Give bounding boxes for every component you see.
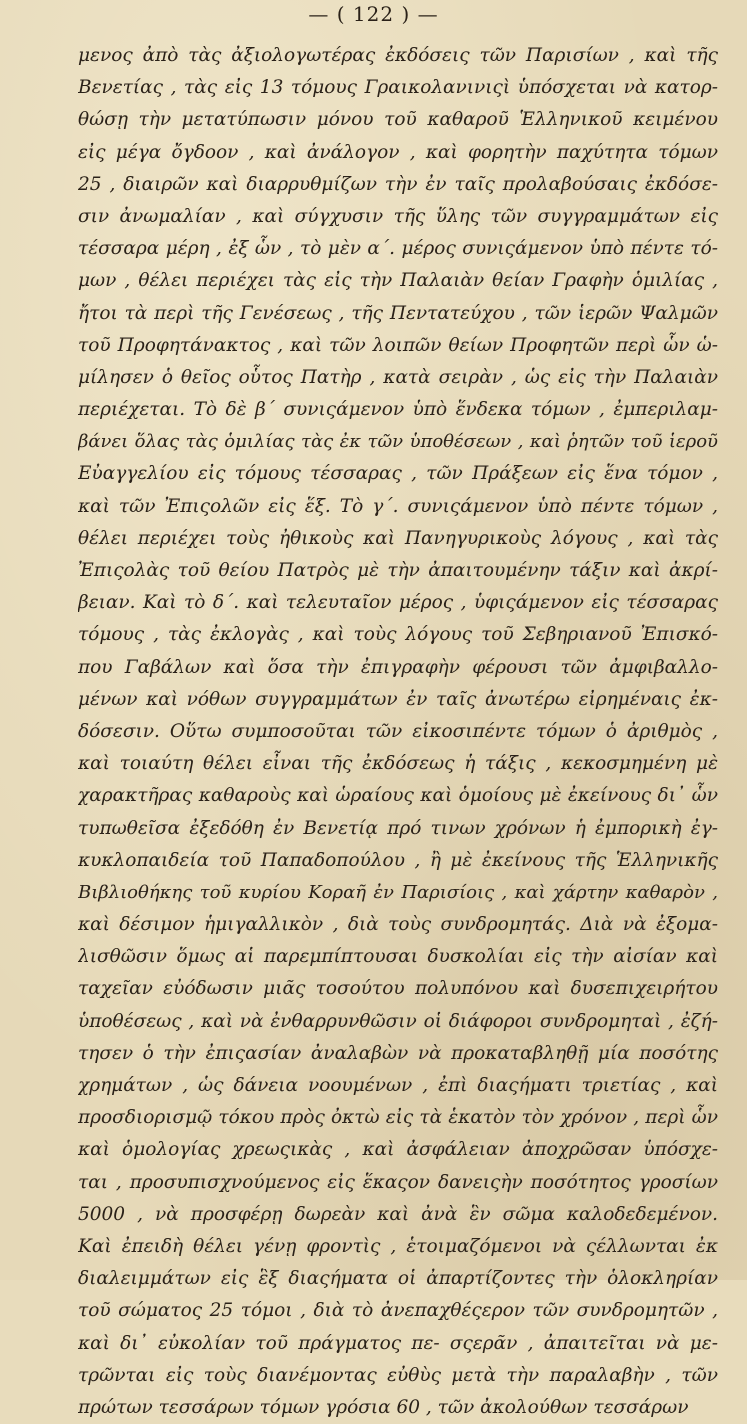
text-line: τέσσαρα μέρη , ἐξ ὧν , τὸ μὲν α΄. μέρος συνιςάμενον ὑπὸ πέντε τό-: [78, 238, 718, 260]
text-line: βειαν. Καὶ τὸ δ΄. καὶ τελευταῖον μέρος , ὑφιςάμενον εἰς τέσσαρας: [78, 592, 718, 614]
text-line: τοῦ σώματος 25 τόμοι , διὰ τὸ ἀνεπαχθέςερον τῶν συνδρομητῶν ,: [78, 1300, 718, 1322]
text-line: καὶ δι᾽ εὐκολίαν τοῦ πράγματος πε- σςερᾶν , ἀπαιτεῖται νὰ με-: [78, 1332, 718, 1354]
text-line: Βενετίας , τὰς εἰς 13 τόμους Γραικολανινιςὶ ὑπόσχεται νὰ κατορ-: [78, 77, 718, 99]
page-number-header: — ( 122 ) —: [308, 2, 439, 26]
text-line: σιν ἀνωμαλίαν , καὶ σύγχυσιν τῆς ὕλης τῶν συγγραμμάτων εἰς: [78, 205, 718, 227]
text-line: που Γαβάλων καὶ ὅσα τὴν ἐπιγραφὴν φέρουσι τῶν ἀμφιβαλλο-: [78, 656, 718, 678]
text-line: βάνει ὅλας τὰς ὁμιλίας τὰς ἐκ τῶν ὑποθέσεων , καὶ ῥητῶν τοῦ ἱεροῦ: [78, 431, 718, 453]
text-line: ται , προσυπισχνούμενος εἰς ἕκαςον δανειςὴν ποσότητος γροσίων: [78, 1171, 718, 1193]
text-line: Βιβλιοθήκης τοῦ κυρίου Κοραῆ ἐν Παρισίοις , καὶ χάρτην καθαρὸν ,: [78, 881, 718, 903]
text-line: καὶ τῶν Ἐπιςολῶν εἰς ἕξ. Τὸ γ΄. συνιςάμενον ὑπὸ πέντε τόμων ,: [78, 495, 718, 517]
text-line: τρῶνται εἰς τοὺς διανέμοντας εὐθὺς μετὰ τὴν παραλαβὴν , τῶν: [78, 1364, 718, 1386]
text-line: μίλησεν ὁ θεῖος οὗτος Πατὴρ , κατὰ σειρὰν , ὡς εἰς τὴν Παλαιὰν: [78, 366, 718, 388]
text-line: καὶ ὁμολογίας χρεωςικὰς , καὶ ἀσφάλειαν ἀποχρῶσαν ὑπόσχε-: [78, 1139, 718, 1161]
text-line: κυκλοπαιδεία τοῦ Παπαδοπούλου , ἢ μὲ ἐκείνους τῆς Ἑλληνικῆς: [78, 849, 718, 871]
text-line: λισθῶσιν ὅμως αἱ παρεμπίπτουσαι δυσκολίαι εἰς τὴν αἰσίαν καὶ: [78, 946, 718, 968]
text-line: θώσῃ τὴν μετατύπωσιν μόνου τοῦ καθαροῦ Ἑλληνικοῦ κειμένου: [78, 109, 718, 131]
text-line: Ἐπιςολὰς τοῦ θείου Πατρὸς μὲ τὴν ἀπαιτουμένην τάξιν καὶ ἀκρί-: [78, 560, 718, 581]
text-line: χαρακτῆρας καθαροὺς καὶ ὡραίους καὶ ὁμοίους μὲ ἐκείνους δι᾽ ὧν: [78, 785, 718, 807]
text-line: θέλει περιέχει τοὺς ἠθικοὺς καὶ Πανηγυρικοὺς λόγους , καὶ τὰς: [78, 527, 718, 549]
text-line: τυπωθεῖσα ἐξεδόθη ἐν Βενετίᾳ πρό τινων χρόνων ἡ ἐμπορικὴ ἐγ-: [78, 817, 718, 839]
text-line: τόμους , τὰς ἐκλογὰς , καὶ τοὺς λόγους τοῦ Σεβηριανοῦ Ἐπισκό-: [78, 624, 718, 646]
text-line: ὑποθέσεως , καὶ νὰ ἐνθαρρυνθῶσιν οἱ διάφοροι συνδρομηταὶ , ἐζή-: [78, 1010, 718, 1032]
text-line: ἤτοι τὰ περὶ τῆς Γενέσεως , τῆς Πεντατεύχου , τῶν ἱερῶν Ψαλμῶν: [78, 302, 718, 324]
text-line: 25 , διαιρῶν καὶ διαρρυθμίζων τὴν ἐν ταῖς προλαβούσαις ἐκδόσε-: [78, 173, 718, 195]
text-line: χρημάτων , ὡς δάνεια νοουμένων , ἐπὶ διαςήματι τριετίας , καὶ: [78, 1075, 718, 1096]
text-line: πρώτων τεσσάρων τόμων γρόσια 60 , τῶν ἀκολούθων τεσσάρων: [78, 1396, 689, 1418]
text-line: Καὶ ἐπειδὴ θέλει γένῃ φροντὶς , ἑτοιμαζόμενοι νὰ ςέλλωνται ἐκ: [78, 1235, 718, 1257]
text-line: μενος ἀπὸ τὰς ἀξιολογωτέρας ἐκδόσεις τῶν Παρισίων , καὶ τῆς: [78, 45, 718, 66]
text-line: δόσεσιν. Οὕτω συμποσοῦται τῶν εἰκοσιπέντε τόμων ὁ ἀριθμὸς ,: [78, 720, 718, 742]
text-line: περιέχεται. Τὸ δὲ β΄ συνιςάμενον ὑπὸ ἕνδεκα τόμων , ἐμπεριλαμ-: [78, 399, 718, 421]
text-line: μων , θέλει περιέχει τὰς εἰς τὴν Παλαιὰν θείαν Γραφὴν ὁμιλίας ,: [78, 270, 718, 292]
text-line: εἰς μέγα ὄγδοον , καὶ ἀνάλογον , καὶ φορητὴν παχύτητα τόμων: [78, 141, 718, 163]
text-line: καὶ τοιαύτη θέλει εἶναι τῆς ἐκδόσεως ἡ τάξις , κεκοσμημένη μὲ: [78, 753, 718, 775]
text-line: 5000 , νὰ προσφέρῃ δωρεὰν καὶ ἀνὰ ἓν σῶμα καλοδεδεμένον.: [78, 1203, 718, 1225]
text-line: ταχεῖαν εὐόδωσιν μιᾶς τοσούτου πολυπόνου καὶ δυσεπιχειρήτου: [78, 978, 718, 1000]
text-line: Εὐαγγελίου εἰς τόμους τέσσαρας , τῶν Πράξεων εἰς ἕνα τόμον ,: [78, 463, 718, 485]
text-line: καὶ δέσιμον ἡμιγαλλικὸν , διὰ τοὺς συνδρομητάς. Διὰ νὰ ἐξομα-: [78, 914, 718, 936]
text-line: διαλειμμάτων εἰς ἓξ διαςήματα οἱ ἀπαρτίζοντες τὴν ὁλοκληρίαν: [78, 1268, 718, 1290]
body-text: [78, 40, 718, 1424]
text-line: τησεν ὁ τὴν ἐπιςασίαν ἀναλαβὼν νὰ προκαταβληθῇ μία ποσότης: [78, 1042, 718, 1064]
text-line: μένων καὶ νόθων συγγραμμάτων ἐν ταῖς ἀνωτέρω εἰρημέναις ἐκ-: [78, 688, 718, 710]
text-line: προσδιορισμῷ τόκου πρὸς ὀκτὼ εἰς τὰ ἑκατὸν τὸν χρόνον , περὶ ὧν: [78, 1107, 718, 1129]
text-line: τοῦ Προφητάνακτος , καὶ τῶν λοιπῶν θείων Προφητῶν περὶ ὧν ὡ-: [78, 334, 718, 356]
